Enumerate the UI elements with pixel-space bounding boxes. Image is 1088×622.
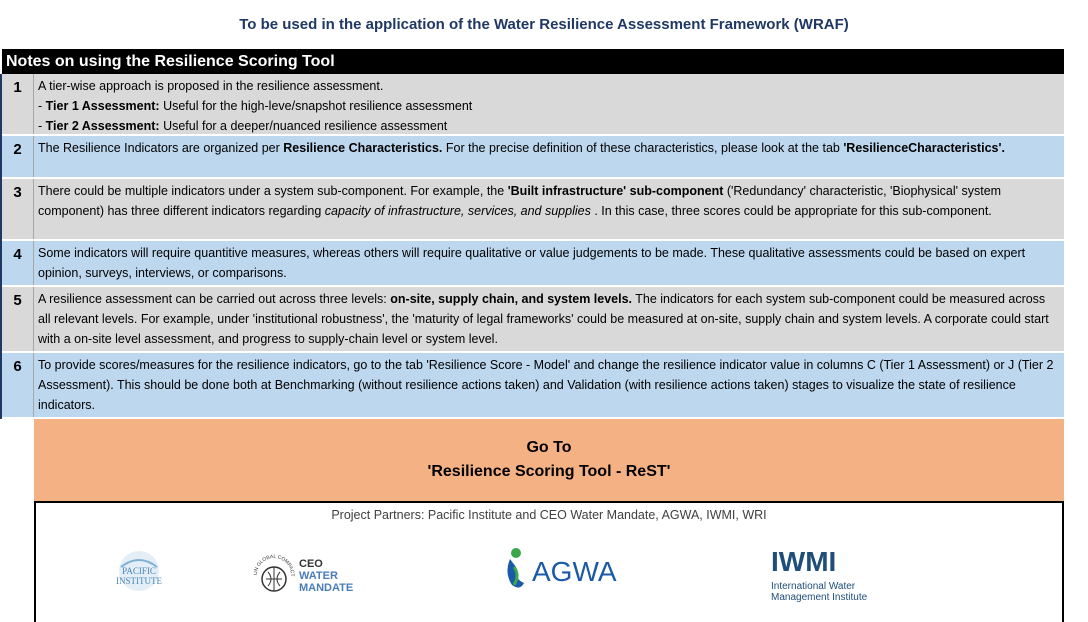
agwa-logo — [502, 545, 632, 595]
note-number: 1 — [2, 74, 34, 134]
goto-line-1: Go To — [526, 439, 572, 456]
note-number: 6 — [2, 353, 34, 417]
page-title: To be used in the application of the Water Resilience Assessment Framework (WRAF) — [239, 15, 849, 33]
goto-rest-button[interactable] — [34, 419, 1064, 501]
partners-label: Project Partners: Pacific Institute and CEO Water Mandate, AGWA, IWMI, WRI — [331, 508, 767, 522]
note-row-6 — [2, 353, 1064, 419]
note-row-5 — [2, 287, 1064, 353]
note-number: 4 — [2, 241, 34, 285]
svg-text:PACIFIC: PACIFIC — [122, 566, 156, 576]
notes-header: Notes on using the Resilience Scoring Tool — [2, 49, 1064, 74]
svg-text:WATER: WATER — [299, 570, 338, 582]
ceo-water-mandate-logo — [251, 553, 391, 603]
iwmi-logo — [771, 545, 901, 605]
note-row-2 — [2, 136, 1064, 179]
goto-line-2: 'Resilience Scoring Tool - ReST' — [427, 463, 671, 480]
note-text: The Resilience Indicators are organized per Resilience Characteristics. For the precise definition of these characteristics, please look at the tab 'ResilienceCharacteristics'. — [38, 141, 1005, 155]
note-line: - Tier 2 Assessment: Useful for a deeper/nuanced resilience assessment — [38, 119, 448, 133]
svg-text:MANDATE: MANDATE — [299, 582, 354, 594]
notes-list — [2, 74, 1064, 419]
note-row-3 — [2, 179, 1064, 241]
note-text: Some indicators will require quantitive measures, whereas others will require qualitative or value judgements to be made. These qualitative assessments could be based on expert opinion, surveys, interviews, or comparisons. — [38, 246, 1026, 280]
note-number: 3 — [2, 179, 34, 239]
svg-text:AGWA: AGWA — [532, 556, 617, 587]
svg-text:CEO: CEO — [299, 558, 323, 570]
note-number: 5 — [2, 287, 34, 351]
partners-panel — [34, 501, 1064, 622]
note-text: There could be multiple indicators under a system sub-component. For example, the 'Built infrastructure' sub-component ('Redundancy' characteristic, 'Biophysical' system component) has three different indicators regarding capacity of infrastructure, services, and supplies . In this case, three scores could be appropriate for this sub-component. — [38, 184, 1002, 218]
svg-text:International Water: International Water — [771, 581, 856, 592]
svg-text:UN GLOBAL COMPACT: UN GLOBAL COMPACT — [252, 553, 296, 577]
note-number: 2 — [2, 136, 34, 177]
note-text — [34, 74, 1064, 134]
svg-text:IWMI: IWMI — [771, 546, 837, 577]
note-text: A resilience assessment can be carried out across three levels: on-site, supply chain, and system levels. The indicators for each system sub-component could be measured across all relevant levels. For example, under 'institutional robustness', the 'maturity of legal frameworks' could be measured at on-site, supply chain and system levels. A corporate could start with a on-site level assessment, and progress to supply-chain level or system level. — [38, 292, 1049, 346]
svg-text:Management Institute: Management Institute — [771, 592, 868, 603]
note-text: To provide scores/measures for the resilience indicators, go to the tab 'Resilience Score - Model' and change the resilience indicator value in columns C (Tier 1 Assessment) or J (Tier 2 Assessment). This should be done both at Benchmarking (without resilience actions taken) and Validation (with resilience actions taken) stages to visualize the state of resilience indicators. — [38, 358, 1054, 412]
note-line: - Tier 1 Assessment: Useful for the high-leve/snapshot resilience assessment — [38, 99, 473, 113]
svg-text:INSTITUTE: INSTITUTE — [116, 576, 162, 586]
note-row-1 — [2, 74, 1064, 136]
note-row-4 — [2, 241, 1064, 287]
pacific-institute-logo — [99, 549, 179, 599]
note-line: A tier-wise approach is proposed in the resilience assessment. — [38, 79, 384, 93]
